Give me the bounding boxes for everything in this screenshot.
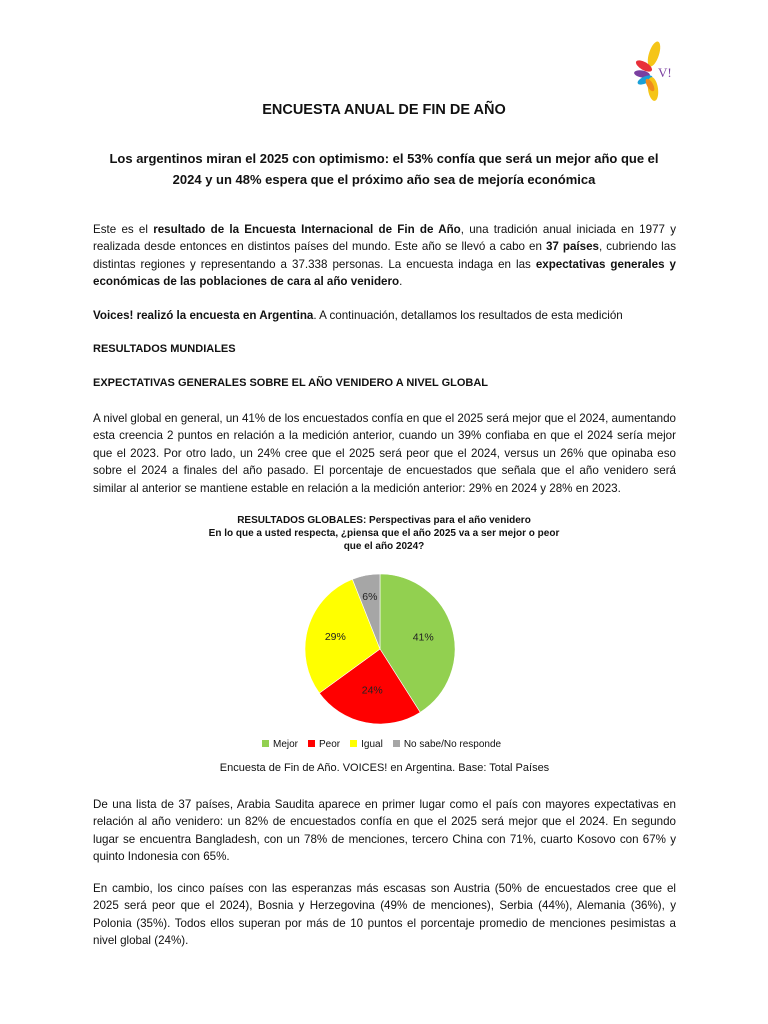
chart-title-line-3: que el año 2024? bbox=[343, 541, 425, 552]
subtitle-line-1: Los argentinos miran el 2025 con optimismo: el 53% confía que será un mejor año que el bbox=[109, 151, 659, 166]
top-countries-paragraph: De una lista de 37 países, Arabia Saudita aparece en primer lugar como el país con mayores expectativas en relación al año venidero: un 82% de encuestados confía en que el 2025 será mejor que el 2024. En segundo lugar se encuentra Bangladesh, con un 78% de menciones, tercero China con 71%, cuarto Kosovo con 67% y quinto Indonesia con 65%. bbox=[93, 798, 676, 864]
legend-label: Peor bbox=[319, 739, 341, 750]
pie-label-no-sabe-no-responde: 6% bbox=[362, 590, 378, 603]
chart-caption: Encuesta de Fin de Año. VOICES! en Argentina. Base: Total Países bbox=[219, 762, 550, 774]
legend-label: No sabe/No responde bbox=[403, 739, 502, 750]
chart-title-line-2: En lo que a usted respecta, ¿piensa que el año 2025 va a ser mejor o peor bbox=[208, 528, 560, 539]
legend-label: Igual bbox=[361, 739, 383, 750]
legend-item-igual bbox=[350, 739, 383, 750]
heading-expectativas-generales: EXPECTATIVAS GENERALES SOBRE EL AÑO VENIDERO A NIVEL GLOBAL bbox=[93, 377, 489, 389]
bottom-countries-paragraph: En cambio, los cinco países con las esperanzas más escasas son Austria (50% de encuestados cree que el 2025 será peor que el 2024), Bosnia y Herzegovina (49% de menciones), Serbia (44%), Alemania (36%), y Polonia (35%). Todos ellos superan por más de 10 puntos el porcentaje promedio de menciones pesimistas a nivel global (24%). bbox=[93, 882, 676, 948]
legend-swatch bbox=[308, 740, 315, 747]
pie-chart bbox=[300, 574, 460, 726]
document-subtitle bbox=[93, 148, 675, 190]
logo-text: V! bbox=[658, 65, 672, 80]
voices-logo bbox=[628, 40, 674, 104]
chart-title bbox=[180, 514, 588, 553]
pie-label-mejor: 41% bbox=[412, 631, 434, 644]
global-expectations-paragraph: A nivel global en general, un 41% de los encuestados confía en que el 2025 será mejor que el 2024, aumentando esta creencia 2 puntos en relación a la medición anterior, cuando un 39% confiaba en que el 2024 sería mejor que el 2023. Por otro lado, un 24% cree que el 2025 será peor que el 2024, versus un 26% que opinaba eso sobre el 2024 a finales del año pasado. El porcentaje de encuestados que señala que el año venidero será similar al anterior se mantiene estable en relación a la medición anterior: 29% en 2024 y 28% en 2023. bbox=[93, 412, 676, 495]
pie-label-igual: 29% bbox=[324, 631, 346, 644]
legend-swatch bbox=[262, 740, 269, 747]
chart-title-line-1: RESULTADOS GLOBALES: Perspectivas para el año venidero bbox=[237, 515, 531, 526]
legend-item-peor bbox=[308, 739, 340, 750]
chart-legend bbox=[262, 739, 522, 753]
legend-swatch bbox=[393, 740, 400, 747]
heading-resultados-mundiales: RESULTADOS MUNDIALES bbox=[93, 343, 236, 355]
voices-paragraph: Voices! realizó la encuesta en Argentina. A continuación, detallamos los resultados de esta medición bbox=[93, 309, 623, 322]
legend-item-mejor bbox=[262, 739, 298, 750]
intro-paragraph: Este es el resultado de la Encuesta Internacional de Fin de Año, una tradición anual iniciada en 1977 y realizada desde entonces en distintos países del mundo. Este año se llevó a cabo en 37 países, cubriendo las distintas regiones y representando a 37.338 personas. La encuesta indaga en las expectativas generales y económicas de las poblaciones de cara al año venidero. bbox=[93, 223, 677, 289]
pie-label-peor: 24% bbox=[361, 684, 383, 697]
legend-item-no-sabe-no-responde bbox=[393, 739, 501, 750]
subtitle-line-2: 2024 y un 48% espera que el próximo año sea de mejoría económica bbox=[172, 172, 596, 187]
legend-label: Mejor bbox=[273, 739, 299, 750]
document-title: ENCUESTA ANUAL DE FIN DE AÑO bbox=[262, 102, 506, 118]
legend-swatch bbox=[350, 740, 357, 747]
